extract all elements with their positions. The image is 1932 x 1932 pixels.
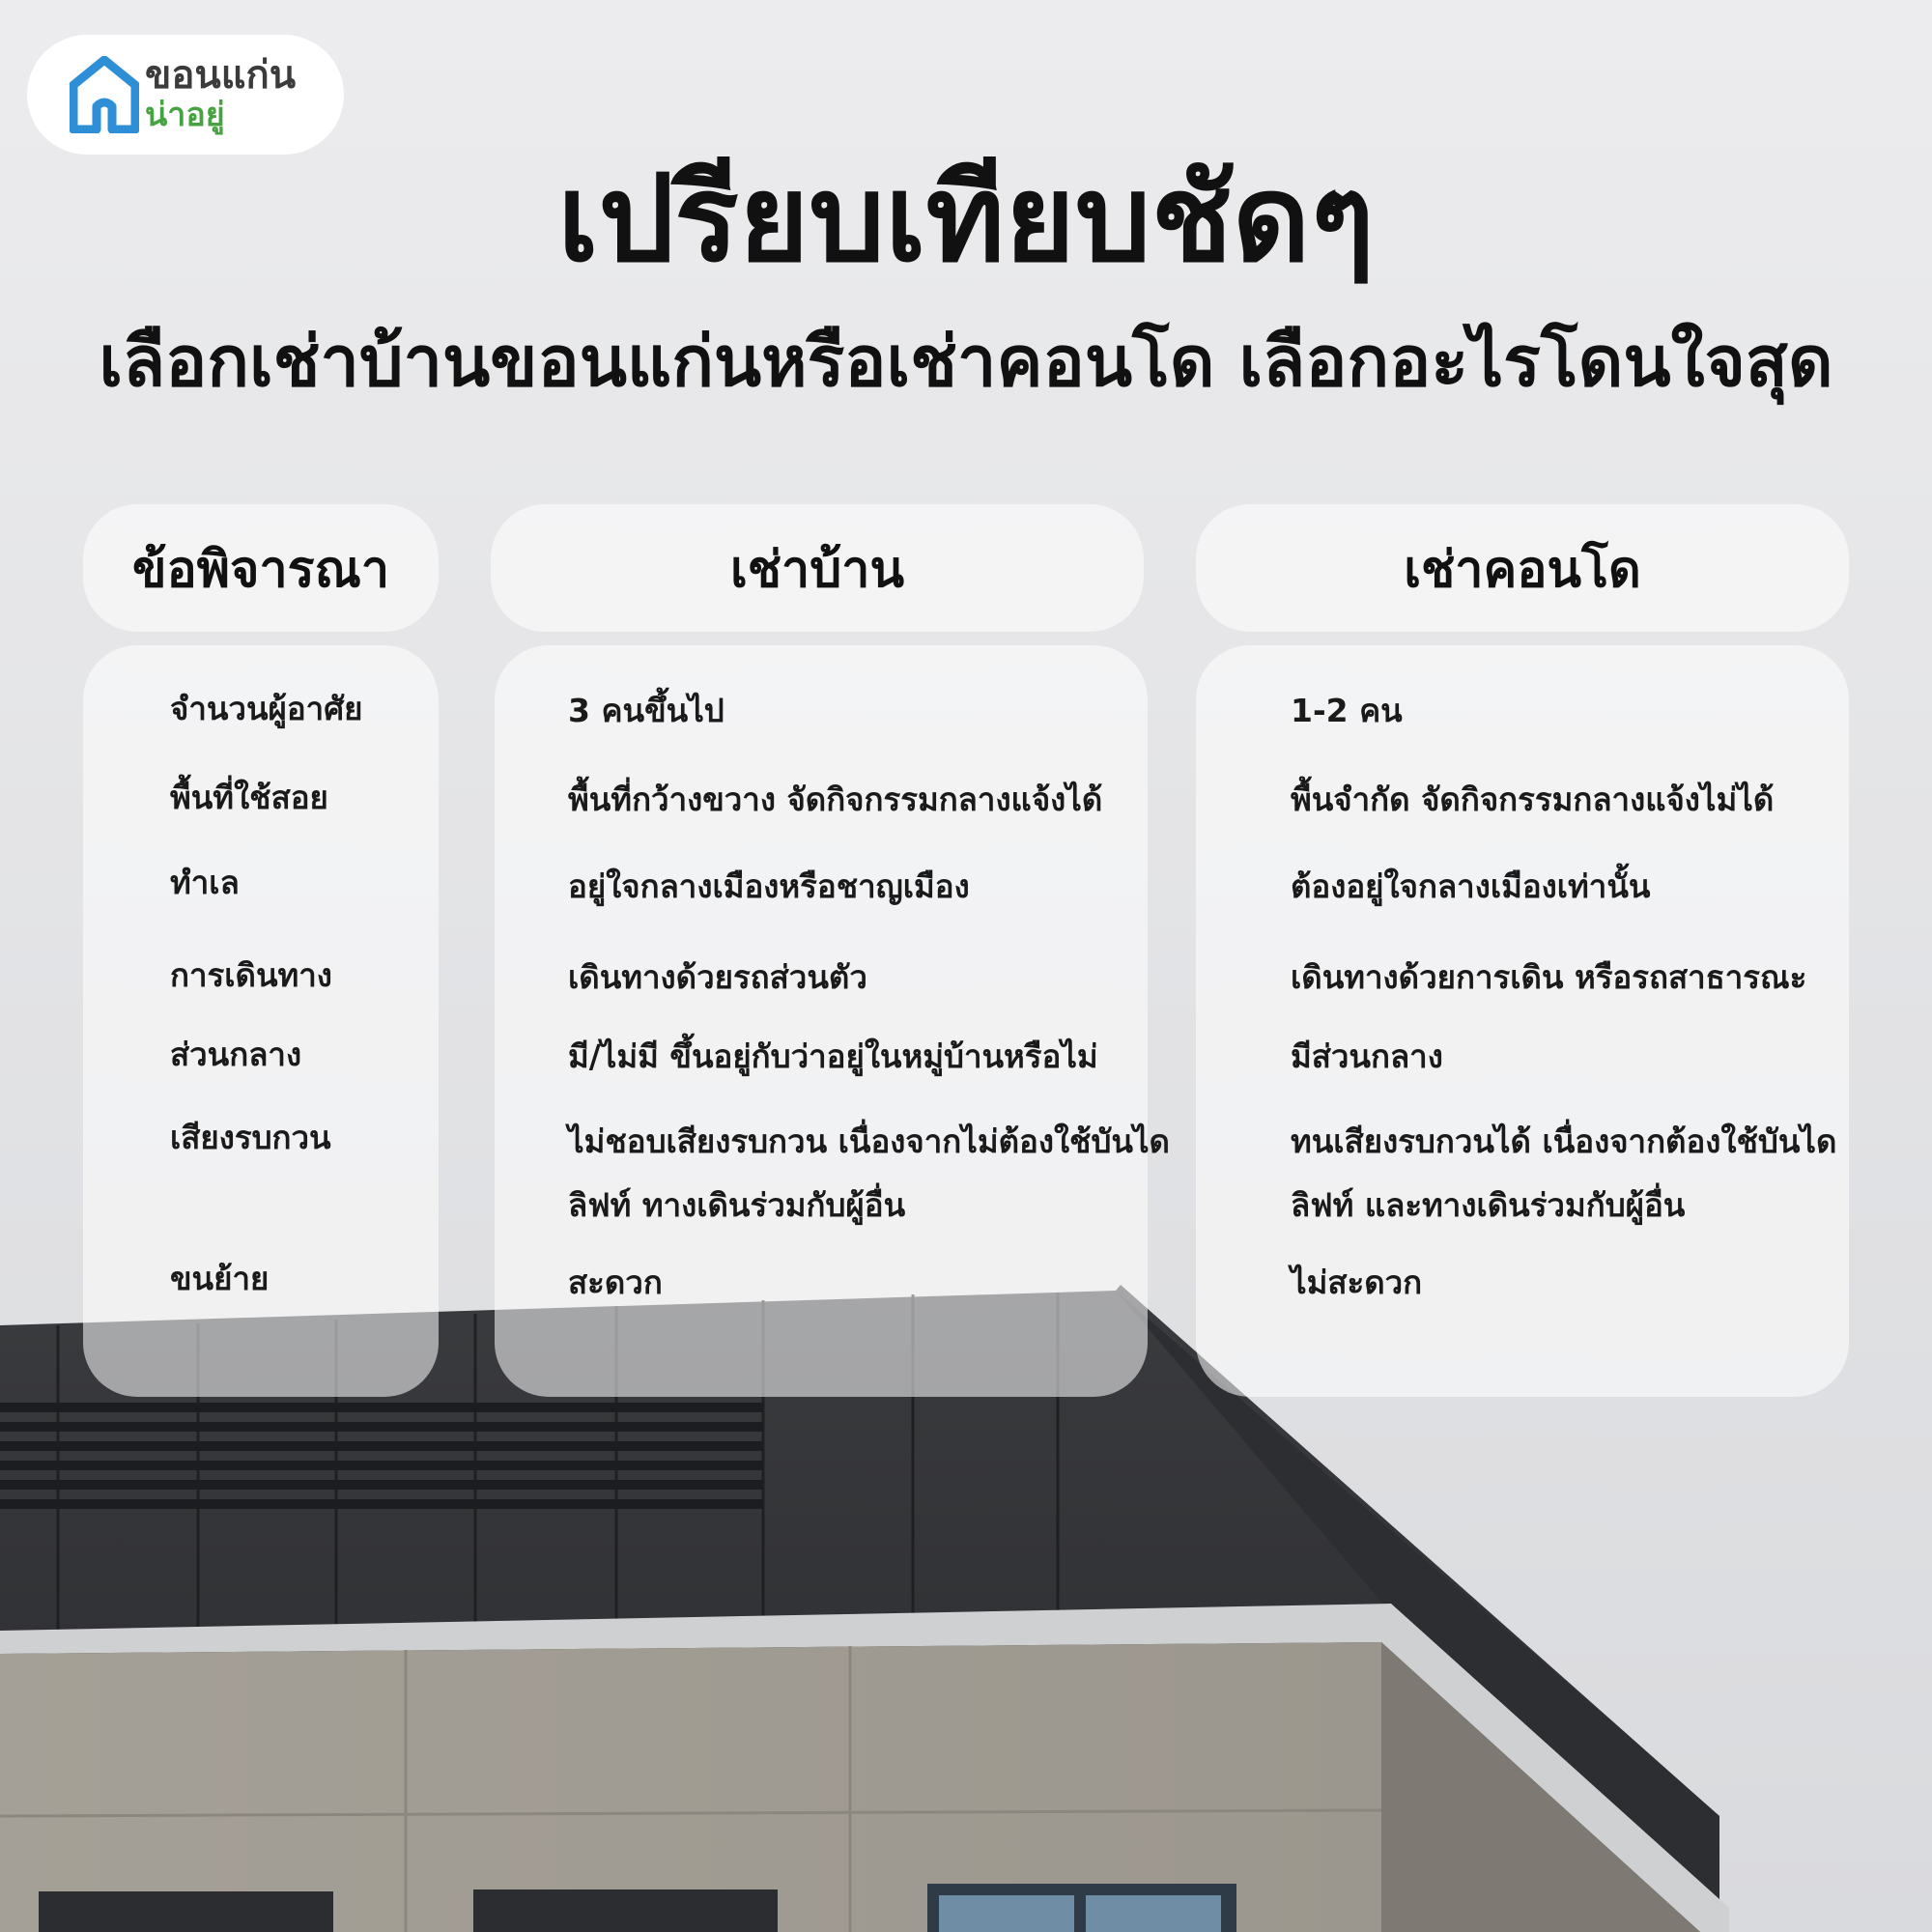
house-common-area: มี/ไม่มี ขึ้นอยู่กับว่าอยู่ในหมู่บ้านหรือไม่ xyxy=(568,1037,1098,1075)
page-subtitle: เลือกเช่าบ้านขอนแก่นหรือเช่าคอนโด เลือกอะไรโดนใจสุด xyxy=(99,321,1833,402)
condo-occupants: 1-2 คน xyxy=(1291,692,1403,729)
criteria-occupants: จำนวนผู้อาศัย xyxy=(170,690,363,727)
header-criteria: ข้อพิจารณา xyxy=(83,504,439,632)
condo-moving: ไม่สะดวก xyxy=(1291,1264,1423,1301)
criteria-space: พื้นที่ใช้สอย xyxy=(170,779,328,816)
criteria-location: ทำเล xyxy=(170,864,240,901)
criteria-common-area: ส่วนกลาง xyxy=(170,1036,302,1073)
house-occupants: 3 คนขึ้นไป xyxy=(568,692,724,729)
criteria-moving: ขนย้าย xyxy=(170,1260,270,1297)
header-condo: เช่าคอนโด xyxy=(1196,504,1849,632)
house-travel: เดินทางด้วยรถส่วนตัว xyxy=(568,958,867,996)
condo-common-area: มีส่วนกลาง xyxy=(1291,1037,1443,1075)
house-noise-line2: ลิฟท์ ทางเดินร่วมกับผู้อื่น xyxy=(568,1186,906,1224)
house-noise-line1: ไม่ชอบเสียงรบกวน เนื่องจากไม่ต้องใช้บันได xyxy=(568,1122,1170,1160)
condo-location: ต้องอยู่ใจกลางเมืองเท่านั้น xyxy=(1291,867,1651,905)
header-house: เช่าบ้าน xyxy=(491,504,1144,632)
page-title: เปรียบเทียบชัดๆ xyxy=(557,150,1375,289)
brand-name-line1: ขอนแก่น xyxy=(145,53,297,98)
house-logo-icon xyxy=(70,56,139,133)
condo-noise-line2: ลิฟท์ และทางเดินร่วมกับผู้อื่น xyxy=(1291,1186,1686,1224)
condo-travel: เดินทางด้วยการเดิน หรือรถสาธารณะ xyxy=(1291,958,1807,996)
condo-space: พื้นจำกัด จัดกิจกรรมกลางแจ้งไม่ได้ xyxy=(1291,781,1775,818)
brand-logo xyxy=(27,35,344,155)
criteria-travel: การเดินทาง xyxy=(170,956,332,994)
house-moving: สะดวก xyxy=(568,1264,663,1301)
house-space: พื้นที่กว้างขวาง จัดกิจกรรมกลางแจ้งได้ xyxy=(568,781,1103,818)
condo-noise-line1: ทนเสียงรบกวนได้ เนื่องจากต้องใช้บันได xyxy=(1291,1122,1837,1160)
brand-name-line2: น่าอยู่ xyxy=(145,96,225,134)
criteria-noise: เสียงรบกวน xyxy=(170,1119,331,1156)
house-location: อยู่ใจกลางเมืองหรือชาญเมือง xyxy=(568,867,970,905)
